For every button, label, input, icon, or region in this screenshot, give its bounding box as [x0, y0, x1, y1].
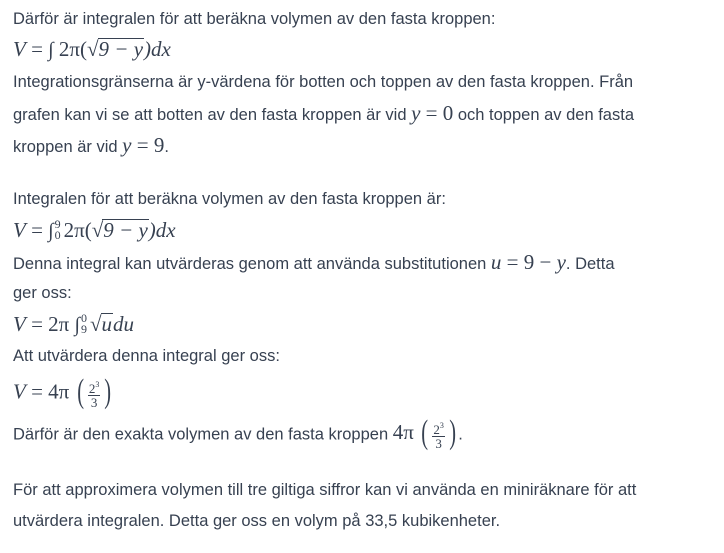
text-line: utvärdera integralen. Detta ger oss en volym på 33,5 kubikenheter.	[13, 512, 501, 530]
equation-result	[13, 372, 114, 410]
sqrt-content: 9 − y	[98, 37, 144, 61]
right-paren: )	[449, 413, 456, 451]
math-var: u	[490, 250, 502, 274]
math-inline	[392, 413, 459, 451]
math-inline	[491, 250, 566, 274]
left-paren: (	[421, 413, 429, 451]
math-term: )dx	[144, 37, 171, 61]
math-term: = 4π	[25, 379, 75, 404]
text: Denna integral kan utvärderas genom att använda substitutionen	[13, 255, 487, 273]
sqrt-sign: √	[87, 37, 99, 61]
equation-volume-integral	[13, 38, 171, 60]
sqrt-sign: √	[90, 312, 102, 336]
lower-limit: 9	[81, 322, 88, 337]
text-line: För att approximera volymen till tre giltiga siffror kan vi använda en miniräknare för att	[13, 481, 637, 499]
math-term: )dx	[148, 218, 176, 242]
text-line	[13, 413, 463, 451]
integral-limits	[55, 219, 61, 241]
exponent: 3	[95, 380, 100, 389]
math-var: V	[13, 312, 26, 336]
text: .	[164, 138, 169, 156]
math-var: y	[122, 133, 132, 157]
integral-sign: ∫	[74, 314, 81, 336]
text-line: Integrationsgränserna är y-värdena för botten och toppen av den fasta kroppen. Från	[13, 73, 634, 91]
equation-substituted	[13, 313, 134, 337]
base: 2	[433, 422, 440, 437]
math-op: =	[25, 218, 49, 242]
equation-definite-integral	[13, 219, 176, 243]
text: kroppen är vid	[13, 138, 118, 156]
text: .	[458, 425, 463, 444]
math-term: 2π(	[53, 37, 88, 61]
math-term: 2π(	[63, 218, 92, 242]
numerator	[88, 378, 101, 396]
math-op: = 2π	[25, 312, 75, 336]
math-term: 4π	[392, 420, 420, 445]
math-var: V	[13, 218, 26, 242]
denominator: 3	[435, 436, 442, 451]
sqrt-content: 9 − y	[103, 218, 148, 242]
math-var: y	[411, 101, 421, 125]
sqrt-content: u	[101, 312, 113, 336]
base: 2	[88, 381, 96, 396]
text: . Detta	[565, 255, 615, 273]
math-op: =	[25, 37, 49, 61]
text: grafen kan vi se att botten av den fasta kroppen är vid	[13, 106, 407, 124]
math-term: = 9 −	[501, 250, 557, 274]
math-var: y	[556, 250, 566, 274]
math-var: V	[13, 37, 26, 61]
text-line: Att utvärdera denna integral ger oss:	[13, 347, 280, 365]
math-term: du	[113, 312, 135, 336]
text: Därför är den exakta volymen av den fasta kroppen	[13, 425, 389, 444]
text-line	[13, 103, 634, 125]
text-line: ger oss:	[13, 284, 72, 302]
denominator: 3	[90, 395, 98, 410]
text: och toppen av den fasta	[457, 106, 634, 124]
math-term: = 9	[131, 133, 165, 157]
integral-sign: ∫	[48, 39, 54, 61]
numerator	[432, 419, 445, 437]
integral-sign: ∫	[48, 220, 54, 242]
math-inline	[122, 133, 164, 157]
text-line: Integralen för att beräkna volymen av den fasta kroppen är:	[13, 190, 446, 208]
math-term: = 0	[420, 101, 454, 125]
math-var: V	[13, 379, 26, 404]
fraction	[88, 378, 101, 409]
lower-limit: 0	[54, 228, 61, 243]
fraction	[432, 419, 445, 450]
math-inline	[411, 101, 453, 125]
right-paren: )	[104, 372, 112, 410]
text-line	[13, 135, 169, 157]
sqrt-sign: √	[91, 218, 104, 242]
exponent: 3	[439, 421, 444, 430]
integral-limits	[81, 313, 87, 335]
left-paren: (	[76, 372, 84, 410]
upper-limit: 0	[81, 311, 88, 326]
upper-limit: 9	[54, 217, 61, 232]
text-line: Därför är integralen för att beräkna volymen av den fasta kroppen:	[13, 10, 496, 28]
text-line	[13, 252, 615, 274]
